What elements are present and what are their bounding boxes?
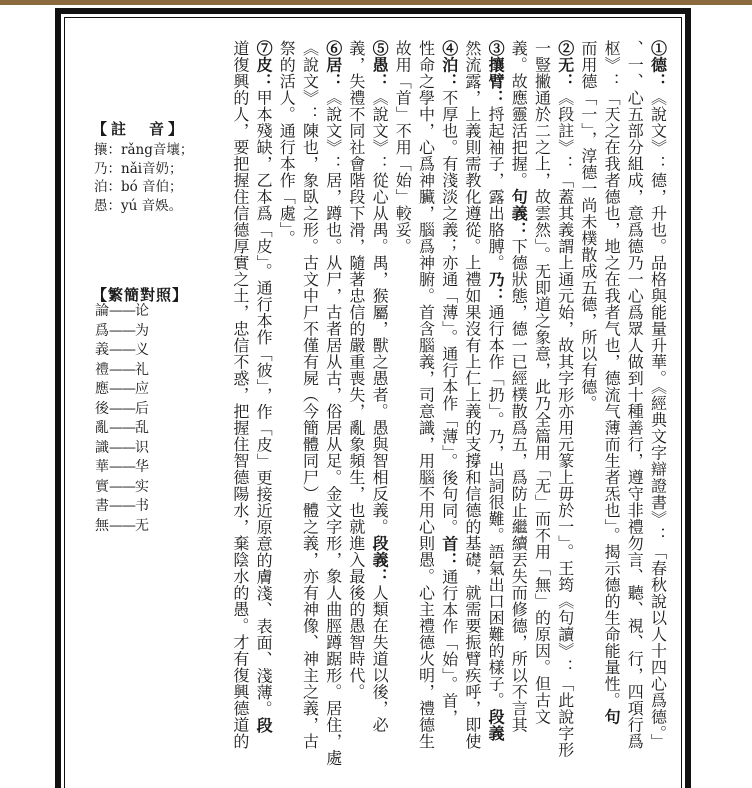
text-segment: 《說文》：居，蹲也。从尸，古者居从古，俗居从足。金文字形，象人曲脛蹲踞形。居住，處 (323, 89, 343, 766)
traditional-char: 書 (95, 498, 109, 514)
text-segment: 道復興的人，要把握住信德厚實之土，忠信不惑，把握住智德陽水，棄陰水的愚。才有復興德道的 (230, 40, 250, 750)
traditional-char: 識 (95, 439, 109, 456)
pronunciation-title: 【註 音】 (92, 120, 188, 138)
text-segment: 枢》：「天之在我者德也，地之在我者气也，德流气薄而生者炁也」。揭示德的生命能量性。 (602, 40, 622, 709)
text-column (368, 40, 391, 788)
simplified-char: 后 (135, 400, 149, 417)
comparison-dash: —— (109, 322, 135, 339)
comparison-dash: —— (109, 303, 135, 319)
text-column (299, 40, 322, 788)
traditional-char: 華 (95, 459, 109, 475)
simplified-char: 论 (135, 303, 149, 319)
simplified-char: 为 (135, 322, 149, 339)
comparison-dash: —— (109, 439, 135, 456)
traditional-char: 應 (95, 381, 109, 397)
text-column (229, 40, 252, 788)
simplified-char: 礼 (135, 361, 149, 378)
comparison-row (95, 439, 149, 459)
pronunciation-item: 攘：rǎng音壤； (94, 142, 194, 158)
simplified-char: 乱 (135, 420, 149, 436)
comparison-list (95, 302, 149, 536)
traditional-char: 亂 (95, 420, 109, 436)
traditional-char: 後 (95, 400, 109, 417)
comparison-dash: —— (109, 420, 135, 436)
term-heading: ⑤愚： (370, 40, 390, 90)
text-segment: 不厚也。有淺淡之義；亦通「薄」。通行本作「薄」。後句同。 (439, 89, 459, 536)
text-column (577, 40, 600, 788)
comparison-title: 【繁簡對照】 (92, 286, 189, 304)
traditional-char: 無 (95, 517, 109, 534)
traditional-char: 禮 (95, 361, 109, 378)
comparison-row (95, 458, 149, 478)
text-column (507, 40, 530, 788)
text-segment: 然流露，上義則需教化遵從。上禮如果沒有上仁上義的支撐和信德的基礎，就需要振臂疾呼，即使 (462, 40, 482, 750)
text-segment: 通行本作「扔」。乃，出詞很難。語氣出口困難的樣子。 (486, 304, 506, 709)
text-segment: 《段註》：「蓋其義謂上通元始，故其字形亦用元篆上毋於一」。王筠《句讀》：「此說字形 (555, 89, 575, 758)
text-column (647, 40, 670, 788)
pronunciation-item: 泊：bó 音伯； (94, 179, 183, 195)
text-segment: 《說文》：陳也，象臥之形。古文中尸不僅有屍（今簡體同尸）體之義，亦有神像、神主之義，古 (300, 40, 320, 750)
comparison-dash: —— (109, 459, 135, 475)
text-segment: 下德狀態，德一已經樸散爲五，爲防止繼續丟失而修德，所以不言其 (509, 238, 529, 733)
comparison-row (95, 419, 149, 439)
simplified-char: 识 (135, 439, 149, 456)
text-segment: 性命之學中，心爲神臟，腦爲神腑。首含腦義，司意識，用腦不用心則愚。心主禮德火明，禮德生 (416, 40, 436, 750)
text-column (438, 40, 461, 788)
text-segment: 人類在失道以後，必 (370, 584, 390, 733)
term-heading: ⑦皮： (254, 40, 274, 90)
text-segment: 《說文》：德，升也。品格與能量升華。《經典文字辯證書》：「春秋說以人十四心爲德。」 (648, 89, 668, 750)
term-heading: 段義 (486, 708, 506, 742)
pronunciation-item: 乃：nǎi音奶； (94, 160, 183, 177)
traditional-char: 爲 (95, 322, 109, 339)
term-heading: ①德： (648, 40, 668, 90)
text-segment: 而用德「一」，淳德一尚未樸散成五德，所以有德。 (578, 40, 598, 412)
traditional-char: 實 (95, 478, 109, 495)
traditional-char: 論 (95, 303, 109, 319)
text-column (322, 40, 345, 788)
simplified-char: 华 (135, 459, 149, 475)
term-heading: ②无： (555, 40, 575, 90)
term-heading: 段義： (370, 535, 390, 585)
comparison-row (95, 322, 149, 342)
text-column (275, 40, 298, 788)
comparison-row (95, 517, 149, 537)
comparison-dash: —— (109, 400, 135, 417)
comparison-row (95, 400, 149, 420)
comparison-row (95, 497, 149, 517)
text-column (623, 40, 646, 788)
text-segment: 《說文》：從心从禺。禺，猴屬，獸之愚者。愚與智相反義。 (370, 89, 390, 535)
text-column (531, 40, 554, 788)
term-heading: ④泊： (439, 40, 459, 90)
comparison-row (95, 380, 149, 400)
text-column (391, 40, 414, 788)
text-segment: 故用「首」不用「始」較妥。 (393, 40, 413, 255)
comparison-row (95, 341, 149, 361)
pronunciation-list (94, 141, 193, 215)
text-segment: 通行本作「始」。首， (439, 568, 459, 726)
text-column (461, 40, 484, 788)
simplified-char: 实 (135, 478, 149, 495)
simplified-char: 无 (135, 517, 149, 534)
text-segment: 義，失禮不同社會階段下滑，隨著忠信的嚴重喪失，亂象頻生，也就進入最後的愚智時代。 (346, 40, 366, 700)
comparison-dash: —— (109, 517, 135, 534)
text-segment: 祭的活人。通行本作「處」。 (277, 40, 297, 247)
term-heading: 乃： (486, 271, 506, 304)
simplified-char: 书 (135, 498, 149, 514)
text-column (554, 40, 577, 788)
comparison-row (95, 302, 149, 322)
comparison-dash: —— (109, 381, 135, 397)
pronunciation-item: 愚：yú 音娛。 (94, 197, 183, 214)
traditional-char: 義 (95, 342, 109, 358)
text-segment: 、一、心五部分組成，意爲德乃一心爲眾人做到十種善行，遵守非禮勿言、聽、視、行，四項行爲 (625, 40, 645, 750)
text-column (484, 40, 507, 788)
comparison-dash: —— (109, 361, 135, 378)
comparison-row (95, 361, 149, 381)
text-column (600, 40, 623, 788)
comparison-dash: —— (109, 478, 135, 495)
text-column (415, 40, 438, 788)
term-heading: 段 (254, 717, 274, 734)
term-heading: ③攘臂： (486, 40, 506, 106)
comparison-dash: —— (109, 342, 135, 358)
simplified-char: 义 (135, 342, 149, 358)
term-heading: 句義： (509, 188, 529, 238)
text-column (345, 40, 368, 788)
term-heading: 首： (439, 535, 459, 569)
text-segment: 甲本殘缺，乙本爲「皮」。通行本作「彼」，作「皮」更接近原意的膚淺、表面、淺薄。 (254, 89, 274, 717)
text-segment: 捋起袖子，露出胳膊。 (486, 106, 506, 271)
text-column (252, 40, 275, 788)
simplified-char: 应 (135, 381, 149, 397)
comparison-dash: —— (109, 498, 135, 514)
text-segment: 一豎撇通於二之上，故雲然」。无即道之象意，此乃全篇用「无」而不用「無」的原因。但古文 (532, 40, 552, 725)
term-heading: 句 (602, 708, 622, 725)
term-heading: ⑥居： (323, 40, 343, 90)
comparison-row (95, 478, 149, 498)
text-segment: 義。故應靈活把握。 (509, 40, 529, 189)
